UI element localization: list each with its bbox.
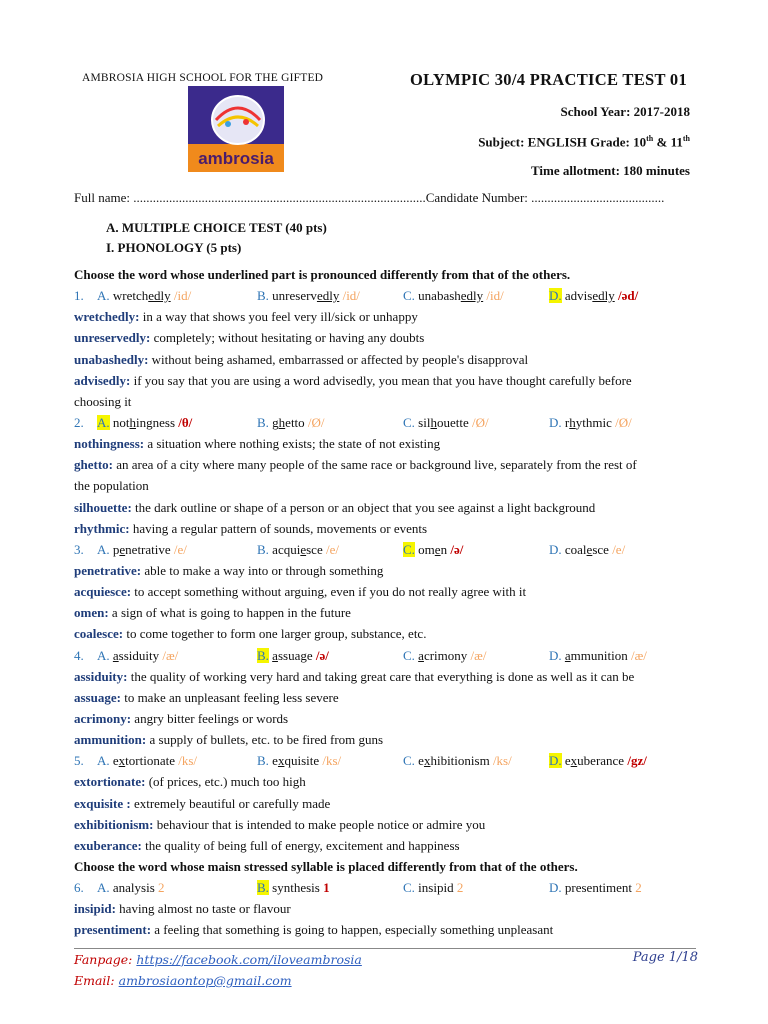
option-pronunciation: 2 bbox=[456, 880, 464, 896]
page-number: Page 1/18 bbox=[632, 950, 698, 965]
definition-term: rhythmic: bbox=[74, 520, 130, 536]
school-name: AMBROSIA HIGH SCHOOL FOR THE GIFTED bbox=[82, 72, 324, 84]
option-pronunciation: /ks/ bbox=[178, 753, 198, 769]
time-allotment: Time allotment: 180 minutes bbox=[531, 163, 690, 178]
underlined-part: h bbox=[430, 414, 437, 430]
answer-option[interactable] bbox=[549, 412, 632, 433]
answer-option[interactable] bbox=[403, 539, 463, 560]
definition-term: unabashedly: bbox=[74, 351, 149, 367]
option-letter: C. bbox=[403, 647, 415, 663]
option-letter: C. bbox=[403, 288, 415, 304]
option-pronunciation: /əd/ bbox=[617, 288, 639, 304]
answer-option[interactable] bbox=[549, 750, 647, 771]
option-word-part: om bbox=[418, 541, 435, 557]
definition-term: coalesce: bbox=[74, 626, 124, 642]
definition-text: in a way that shows you feel very ill/sick or unhappy bbox=[139, 309, 418, 325]
answer-option[interactable] bbox=[403, 285, 504, 306]
underlined-part: h bbox=[278, 414, 286, 430]
underlined-part: a bbox=[272, 647, 278, 663]
answer-option[interactable] bbox=[97, 285, 191, 306]
option-pronunciation: /æ/ bbox=[162, 647, 179, 663]
option-word-part: coal bbox=[564, 541, 587, 557]
option-pronunciation: 2 bbox=[635, 880, 642, 896]
option-letter: A. bbox=[97, 541, 110, 557]
answer-option[interactable] bbox=[257, 750, 341, 771]
footer-divider bbox=[74, 948, 696, 949]
definition-text: choosing it bbox=[74, 393, 132, 409]
underlined-part: edly bbox=[148, 288, 171, 304]
answer-option[interactable] bbox=[549, 645, 647, 666]
option-letter: C. bbox=[403, 880, 415, 896]
definition-text: the population bbox=[74, 478, 149, 494]
definition-text: without being ashamed, embarrassed or affected by people's disapproval bbox=[148, 351, 529, 367]
option-word-part: uberance bbox=[577, 753, 625, 769]
instruction: Choose the word whose underlined part is pronounced differently from that of the others. bbox=[74, 267, 571, 282]
option-letter: D. bbox=[549, 753, 562, 769]
definition-text: having almost no taste or flavour bbox=[115, 901, 291, 917]
option-letter: A. bbox=[97, 880, 110, 896]
option-word-part: e bbox=[564, 753, 571, 769]
option-word-part: tortionate bbox=[125, 753, 175, 769]
question-row bbox=[74, 645, 696, 666]
option-word-part: etto bbox=[285, 414, 305, 430]
definition-term: extortionate: bbox=[74, 774, 146, 790]
answer-option[interactable] bbox=[549, 877, 642, 898]
option-letter: D. bbox=[549, 414, 562, 430]
option-word-part: ythmic bbox=[575, 414, 612, 430]
email-line bbox=[74, 973, 292, 988]
option-pronunciation: /æ/ bbox=[470, 647, 487, 663]
option-word-part: g bbox=[272, 414, 279, 430]
option-pronunciation: /e/ bbox=[173, 541, 187, 557]
answer-option[interactable] bbox=[549, 285, 638, 306]
question-row bbox=[74, 412, 696, 433]
fanpage-link[interactable]: https://facebook.com/iloveambrosia bbox=[136, 952, 362, 967]
definition-line bbox=[74, 708, 696, 729]
definition-line bbox=[74, 602, 696, 623]
question-number: 1. bbox=[74, 288, 84, 304]
definition-text: (of prices, etc.) much too high bbox=[145, 774, 306, 790]
definition-text: an area of a city where many people of the same race or background live, separately from the rest of bbox=[113, 457, 637, 473]
definition-term: nothingness: bbox=[74, 436, 145, 452]
definition-term: exuberance: bbox=[74, 837, 142, 853]
definition-line bbox=[74, 433, 696, 454]
option-pronunciation: 1 bbox=[323, 880, 330, 896]
definition-term: silhouette: bbox=[74, 499, 132, 515]
definition-text: a supply of bullets, etc. to be fired from guns bbox=[146, 732, 384, 748]
answer-option[interactable] bbox=[403, 877, 463, 898]
definition-text: the quality of working very hard and taking great care that everything is done as well as it can be bbox=[127, 668, 635, 684]
answer-option[interactable] bbox=[549, 539, 625, 560]
option-letter: B. bbox=[257, 880, 269, 896]
underlined-part: x bbox=[118, 753, 126, 769]
instruction: Choose the word whose maisn stressed syllable is placed differently from that of the others. bbox=[74, 858, 578, 874]
option-letter: B. bbox=[257, 647, 269, 663]
option-word-part: e bbox=[272, 753, 278, 769]
option-word-part: sil bbox=[418, 414, 431, 430]
option-pronunciation: /Ø/ bbox=[471, 414, 489, 430]
option-word-part: wretch bbox=[112, 288, 149, 304]
definition-term: assuage: bbox=[74, 689, 121, 705]
question-number: 5. bbox=[74, 753, 84, 769]
definition-text: completely; without hesitating or having any doubts bbox=[150, 330, 425, 346]
option-letter: A. bbox=[97, 414, 110, 430]
definition-text: extremely beautiful or carefully made bbox=[130, 795, 331, 811]
definition-term: unreservedly: bbox=[74, 330, 151, 346]
question-row bbox=[74, 877, 696, 898]
definition-term: acrimony: bbox=[74, 710, 132, 726]
underlined-part: a bbox=[112, 647, 119, 663]
definition-term: exhibitionism: bbox=[74, 816, 154, 832]
fullname-line: Full name: ..........................................................................................Candidate Number: ......................................... bbox=[74, 190, 665, 205]
underlined-part: h bbox=[569, 414, 576, 430]
definition-term: ghetto: bbox=[74, 457, 113, 473]
definition-text: to accept something without arguing, even if you do not really agree with it bbox=[131, 584, 527, 600]
option-pronunciation: /ks/ bbox=[322, 753, 342, 769]
definition-line bbox=[74, 560, 696, 581]
definition-text: to make an unpleasant feeling less severe bbox=[120, 689, 339, 705]
email-label: Email: bbox=[74, 973, 119, 988]
definition-term: presentiment: bbox=[74, 922, 152, 938]
option-pronunciation: /æ/ bbox=[630, 647, 647, 663]
option-word-part: sce bbox=[306, 541, 323, 557]
definition-term: penetrative: bbox=[74, 562, 142, 578]
answer-option[interactable] bbox=[257, 645, 329, 666]
option-letter: C. bbox=[403, 753, 415, 769]
definition-line bbox=[74, 771, 696, 792]
definition-text: behaviour that is intended to make people notice or admire you bbox=[153, 816, 486, 832]
definition-text: a feeling that something is going to happen, especially something unpleasant bbox=[151, 922, 554, 938]
section-i-heading: I. PHONOLOGY (5 pts) bbox=[106, 240, 242, 255]
question-row bbox=[74, 539, 696, 560]
definition-text: a situation where nothing exists; the state of not existing bbox=[144, 436, 441, 452]
underlined-part: e bbox=[434, 541, 441, 557]
underlined-part: x bbox=[570, 753, 578, 769]
definition-line bbox=[74, 919, 696, 940]
option-pronunciation: /e/ bbox=[325, 541, 339, 557]
definition-text: able to make a way into or through something bbox=[141, 562, 384, 578]
definition-line bbox=[74, 349, 696, 370]
option-letter: C. bbox=[403, 541, 415, 557]
option-word-part: analysis bbox=[112, 880, 155, 896]
definition-term: ammunition: bbox=[74, 732, 147, 748]
answer-option[interactable] bbox=[97, 877, 165, 898]
definition-line bbox=[74, 370, 696, 391]
definition-line bbox=[74, 497, 696, 518]
question-content bbox=[74, 264, 696, 941]
definition-text: the dark outline or shape of a person or an object that you see against a light background bbox=[131, 499, 596, 515]
definition-line bbox=[74, 518, 696, 539]
underlined-part: x bbox=[423, 753, 431, 769]
definition-text: if you say that you are using a word advisedly, you mean that you have thought carefully before bbox=[130, 372, 632, 388]
section-a-heading: A. MULTIPLE CHOICE TEST (40 pts) bbox=[106, 220, 327, 235]
option-pronunciation: /gz/ bbox=[627, 753, 647, 769]
option-word-part: sce bbox=[592, 541, 609, 557]
definition-line bbox=[74, 898, 696, 919]
option-pronunciation: /ə/ bbox=[315, 647, 329, 663]
answer-option[interactable] bbox=[257, 412, 325, 433]
definition-line bbox=[74, 327, 696, 348]
option-word-part: ingness bbox=[136, 414, 176, 430]
option-pronunciation: /e/ bbox=[612, 541, 626, 557]
option-letter: A. bbox=[97, 753, 110, 769]
option-word-part: r bbox=[564, 414, 570, 430]
definition-line bbox=[74, 729, 696, 750]
definition-term: wretchedly: bbox=[74, 309, 140, 325]
option-word-part: hibitionism bbox=[430, 753, 490, 769]
question-row bbox=[74, 285, 696, 306]
definition-term: exquisite : bbox=[74, 795, 131, 811]
definition-line bbox=[74, 454, 696, 475]
definition-line bbox=[74, 623, 696, 644]
option-letter: D. bbox=[549, 541, 562, 557]
logo-text: ambrosia bbox=[198, 149, 274, 168]
ambrosia-logo bbox=[188, 86, 284, 172]
answer-option[interactable] bbox=[257, 539, 339, 560]
option-word-part: p bbox=[112, 541, 120, 557]
question-number: 4. bbox=[74, 647, 84, 663]
option-word-part: synthesis bbox=[272, 880, 320, 896]
underlined-part: edly bbox=[460, 288, 484, 304]
option-word-part: unreserv bbox=[272, 288, 317, 304]
definition-text: having a regular pattern of sounds, movements or events bbox=[129, 520, 428, 536]
question-number: 3. bbox=[74, 541, 84, 557]
test-title: OLYMPIC 30/4 PRACTICE TEST 01 bbox=[410, 70, 688, 89]
option-letter: B. bbox=[257, 414, 269, 430]
option-word-part: e bbox=[418, 753, 424, 769]
option-pronunciation: 2 bbox=[158, 880, 165, 896]
option-word-part: not bbox=[112, 414, 130, 430]
definition-text: the quality of being full of energy, excitement and happiness bbox=[141, 837, 460, 853]
option-word-part: ssiduity bbox=[118, 647, 160, 663]
definition-line bbox=[74, 391, 696, 412]
option-letter: D. bbox=[549, 647, 562, 663]
definition-term: insipid: bbox=[74, 901, 116, 917]
option-word-part: ouette bbox=[436, 414, 469, 430]
option-word-part: ssuage bbox=[277, 647, 313, 663]
option-word-part: unabash bbox=[418, 288, 461, 304]
option-letter: A. bbox=[97, 647, 110, 663]
question-number: 2. bbox=[74, 414, 84, 430]
definition-line bbox=[74, 793, 696, 814]
option-pronunciation: /Ø/ bbox=[615, 414, 632, 430]
definition-line bbox=[74, 666, 696, 687]
answer-option[interactable] bbox=[403, 412, 489, 433]
answer-option[interactable] bbox=[403, 645, 486, 666]
definition-term: assiduity: bbox=[74, 668, 128, 684]
option-word-part: acqui bbox=[272, 541, 301, 557]
underlined-part: e bbox=[586, 541, 593, 557]
option-word-part: netrative bbox=[125, 541, 171, 557]
underlined-part: h bbox=[129, 414, 137, 430]
answer-option[interactable] bbox=[257, 877, 330, 898]
definition-line bbox=[74, 814, 696, 835]
answer-option[interactable] bbox=[257, 285, 360, 306]
answer-option[interactable] bbox=[403, 750, 512, 771]
definition-text: angry bitter feelings or words bbox=[131, 710, 289, 726]
definition-term: advisedly: bbox=[74, 372, 131, 388]
fanpage-line bbox=[74, 952, 362, 967]
answer-option[interactable] bbox=[97, 539, 187, 560]
option-word-part: quisite bbox=[284, 753, 320, 769]
underlined-part: a bbox=[564, 647, 571, 663]
option-pronunciation: /θ/ bbox=[178, 414, 193, 430]
option-pronunciation: /Ø/ bbox=[307, 414, 325, 430]
underlined-part: e bbox=[300, 541, 307, 557]
definition-text: a sign of what is going to happen in the future bbox=[108, 605, 351, 621]
option-letter: D. bbox=[549, 288, 562, 304]
option-letter: B. bbox=[257, 288, 269, 304]
option-letter: A. bbox=[97, 288, 110, 304]
underlined-part: edly bbox=[316, 288, 340, 304]
answer-option[interactable] bbox=[97, 412, 192, 433]
definition-line bbox=[74, 581, 696, 602]
question-row bbox=[74, 750, 696, 771]
option-pronunciation: /ks/ bbox=[492, 753, 512, 769]
definition-line bbox=[74, 835, 696, 856]
question-number: 6. bbox=[74, 880, 84, 896]
underlined-part: edly bbox=[592, 288, 615, 304]
option-pronunciation: /id/ bbox=[173, 288, 192, 304]
underlined-part: a bbox=[418, 647, 424, 663]
subject-grade: Subject: ENGLISH Grade: 10th & 11th bbox=[478, 134, 690, 150]
definition-text: to come together to form one larger group, substance, etc. bbox=[123, 626, 427, 642]
option-word-part: insipid bbox=[418, 880, 454, 896]
underlined-part: e bbox=[119, 541, 126, 557]
email-link[interactable]: ambrosiaontop@gmail.com bbox=[118, 973, 292, 988]
option-letter: B. bbox=[257, 753, 269, 769]
school-year: School Year: 2017-2018 bbox=[560, 104, 690, 119]
option-word-part: mmunition bbox=[570, 647, 628, 663]
option-letter: B. bbox=[257, 541, 269, 557]
option-pronunciation: /id/ bbox=[486, 288, 504, 304]
answer-option[interactable] bbox=[97, 750, 197, 771]
definition-line bbox=[74, 306, 696, 327]
definition-line bbox=[74, 687, 696, 708]
option-letter: D. bbox=[549, 880, 562, 896]
option-word-part: n bbox=[440, 541, 448, 557]
definition-term: omen: bbox=[74, 605, 109, 621]
option-word-part: crimony bbox=[423, 647, 468, 663]
definition-term: acquiesce: bbox=[74, 584, 132, 600]
definition-line bbox=[74, 475, 696, 496]
option-word-part: e bbox=[112, 753, 119, 769]
option-pronunciation: /id/ bbox=[342, 288, 360, 304]
answer-option[interactable] bbox=[97, 645, 178, 666]
underlined-part: x bbox=[277, 753, 285, 769]
option-word-part: advis bbox=[564, 288, 593, 304]
option-word-part: presentiment bbox=[564, 880, 633, 896]
fanpage-label: Fanpage: bbox=[74, 952, 137, 967]
option-letter: C. bbox=[403, 414, 415, 430]
option-pronunciation: /ə/ bbox=[450, 541, 464, 557]
